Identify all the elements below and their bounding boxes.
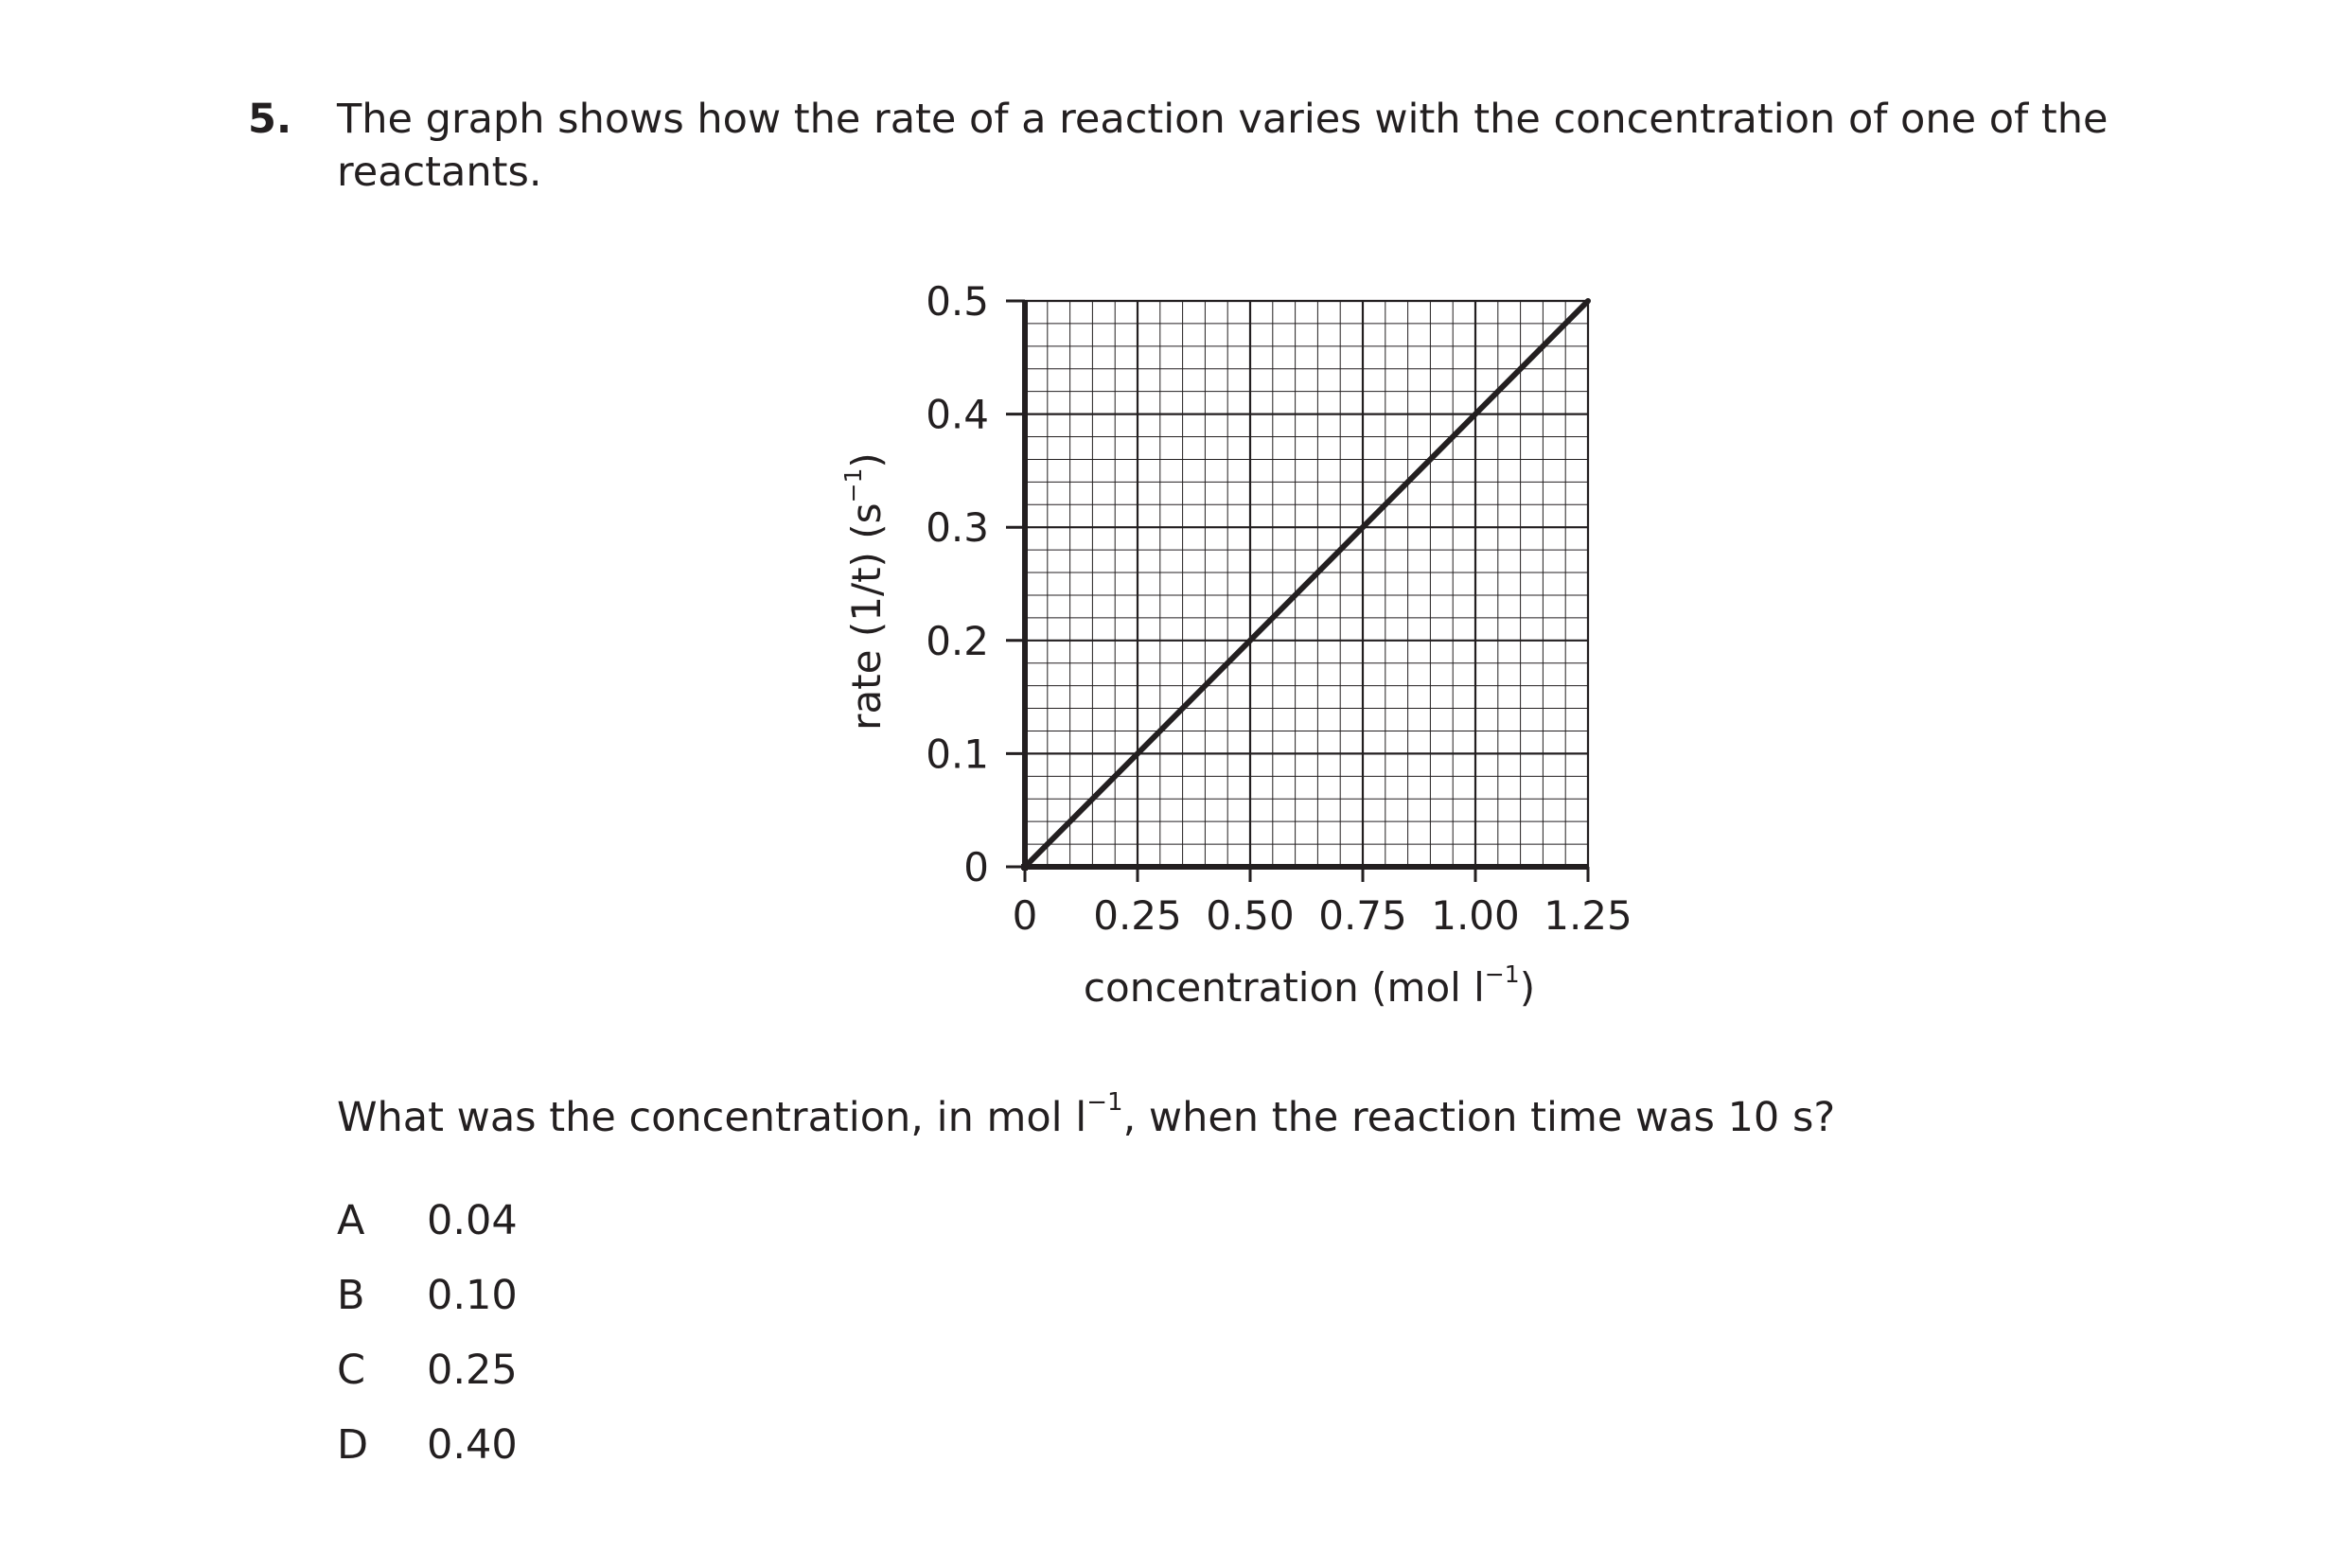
x-axis-label-sup: −1 xyxy=(1484,960,1520,988)
stem-line-2: reactants. xyxy=(337,149,542,196)
series-line-rate xyxy=(1025,301,1588,867)
option-value: 0.25 xyxy=(427,1347,518,1394)
question-prompt xyxy=(337,1088,1836,1144)
y-axis-label-end: ) xyxy=(843,452,890,468)
x-axis-label-end: ) xyxy=(1519,964,1536,1011)
option-value: 0.40 xyxy=(427,1421,518,1469)
y-tick-label: 0.4 xyxy=(926,391,989,438)
y-tick-label: 0.1 xyxy=(926,731,989,778)
y-tick-label: 0.3 xyxy=(926,504,989,552)
y-axis-label xyxy=(839,452,890,731)
y-tick-label: 0.2 xyxy=(926,617,989,664)
option-value: 0.04 xyxy=(427,1197,518,1244)
y-tick-label: 0.5 xyxy=(926,278,989,325)
option-letter: B xyxy=(337,1272,365,1319)
y-axis-label-sup: −1 xyxy=(839,467,867,503)
x-axis-label-text: concentration (mol l xyxy=(1083,964,1485,1011)
prompt-text-end: , when the reaction time was 10 s? xyxy=(1122,1094,1836,1141)
data-series xyxy=(1025,301,1588,867)
x-tick-label: 1.25 xyxy=(1544,892,1632,939)
x-tick-label: 0.25 xyxy=(1093,892,1182,939)
option-letter: C xyxy=(337,1347,366,1394)
stem-line-1: The graph shows how the rate of a reaction varies with the concentration of one of the xyxy=(337,96,2109,143)
option-value: 0.10 xyxy=(427,1272,518,1319)
x-tick-label: 1.00 xyxy=(1431,892,1520,939)
option-letter: D xyxy=(337,1421,369,1469)
question-number: 5. xyxy=(248,96,292,143)
y-axis-label-text: rate (1/t) (s xyxy=(843,502,890,731)
x-tick-label: 0 xyxy=(1012,892,1038,939)
x-tick-label: 0.75 xyxy=(1318,892,1407,939)
x-axis-label xyxy=(1084,960,1535,1011)
x-tick-label: 0.50 xyxy=(1206,892,1295,939)
option-letter: A xyxy=(337,1197,365,1244)
prompt-text: What was the concentration, in mol l xyxy=(337,1094,1087,1141)
y-tick-label: 0 xyxy=(963,844,989,890)
prompt-sup: −1 xyxy=(1086,1088,1123,1117)
